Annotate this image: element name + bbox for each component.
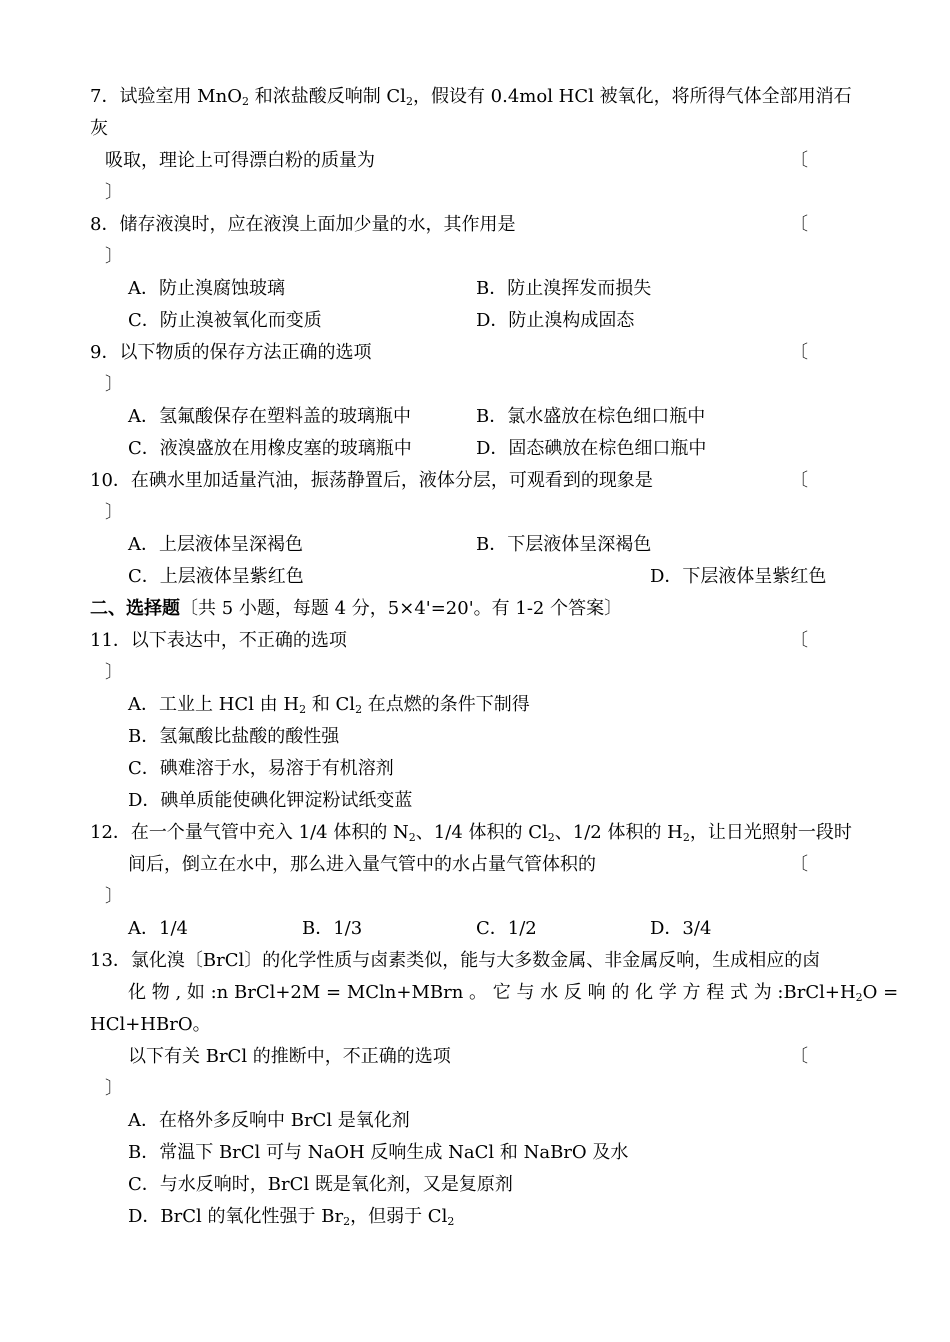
answer-paren-close: 〕 — [105, 662, 123, 683]
q9-stem: 9．以下物质的保存方法正确的选项 — [90, 342, 372, 363]
q13-line4: 以下有关 BrCl 的推断中，不正确的选项 — [128, 1046, 451, 1067]
q9-option-b: B．氯水盛放在棕色细口瓶中 — [476, 406, 706, 427]
q7-text: ，假设有 0.4mol HCl 被氧化，将所得气体全部用消石 — [412, 86, 852, 107]
answer-paren-close: 〕 — [105, 246, 123, 267]
subscript: 2 — [408, 831, 416, 844]
answer-paren-close: 〕 — [105, 886, 123, 907]
answer-paren-open: 〔 — [790, 854, 808, 875]
subscript: 2 — [682, 831, 690, 844]
q7-text: 和浓盐酸反响制 Cl — [248, 86, 406, 107]
subscript: 2 — [405, 95, 413, 108]
q8-option-b: B．防止溴挥发而损失 — [476, 278, 652, 299]
subscript: 2 — [299, 703, 307, 716]
q9-option-d: D．固态碘放在棕色细口瓶中 — [476, 438, 707, 459]
q13-text: O = — [862, 982, 899, 1003]
q8-option-c: C．防止溴被氧化而变质 — [128, 310, 322, 331]
q13-option-a: A．在格外多反响中 BrCl 是氧化剂 — [128, 1110, 410, 1131]
q7-text: 7．试验室用 MnO — [90, 86, 242, 107]
q11-option-d: D．碘单质能使碘化钾淀粉试纸变蓝 — [128, 790, 413, 811]
subscript: 2 — [855, 991, 863, 1004]
q11-option-b: B．氢氟酸比盐酸的酸性强 — [128, 726, 340, 747]
answer-paren-close: 〕 — [105, 502, 123, 523]
q11-option-c: C．碘难溶于水，易溶于有机溶剂 — [128, 758, 394, 779]
q13-line3: HCl+HBrO。 — [90, 1014, 211, 1035]
subscript: 2 — [343, 1215, 351, 1228]
answer-paren-open: 〔 — [790, 150, 808, 171]
q12-option-d: D．3/4 — [650, 918, 712, 939]
q7-line1 — [90, 86, 852, 108]
q12-line1 — [90, 822, 852, 844]
q12-text: ，让日光照射一段时 — [689, 822, 852, 843]
answer-paren-open: 〔 — [790, 342, 808, 363]
q13-option-d — [128, 1206, 454, 1228]
q12-text: 、1/4 体积的 Cl — [415, 822, 548, 843]
subscript: 2 — [447, 1215, 455, 1228]
answer-paren-close: 〕 — [105, 1078, 123, 1099]
q10-option-c: C．上层液体呈紫红色 — [128, 566, 304, 587]
answer-paren-open: 〔 — [790, 470, 808, 491]
answer-paren-close: 〕 — [105, 374, 123, 395]
q11-stem: 11．以下表达中，不正确的选项 — [90, 630, 347, 651]
subscript: 2 — [241, 95, 249, 108]
q10-stem: 10．在碘水里加适量汽油，振荡静置后，液体分层，可观看到的现象是 — [90, 470, 653, 491]
q7-line2: 灰 — [90, 118, 108, 139]
option-text: 和 Cl — [306, 694, 356, 715]
q10-option-a: A．上层液体呈深褐色 — [128, 534, 303, 555]
q11-option-a — [128, 694, 530, 716]
q8-option-a: A．防止溴腐蚀玻璃 — [128, 278, 285, 299]
answer-paren-close: 〕 — [105, 182, 123, 203]
subscript: 2 — [547, 831, 555, 844]
q13-line2 — [128, 982, 898, 1004]
q12-line2: 间后，倒立在水中，那么进入量气管中的水占量气管体积的 — [128, 854, 596, 875]
q12-text: 12．在一个量气管中充入 1/4 体积的 N — [90, 822, 409, 843]
option-text: D．BrCl 的氧化性强于 Br — [128, 1206, 344, 1227]
q13-line1: 13．氯化溴〔BrCl〕的化学性质与卤素类似，能与大多数金属、非金属反响，生成相应的卤 — [90, 950, 821, 971]
answer-paren-open: 〔 — [790, 214, 808, 235]
q10-option-b: B．下层液体呈深褐色 — [476, 534, 652, 555]
q7-line3: 吸取，理论上可得漂白粉的质量为 — [105, 150, 375, 171]
q9-option-a: A．氢氟酸保存在塑料盖的玻璃瓶中 — [128, 406, 411, 427]
section-title: 二、选择题 — [90, 598, 180, 619]
q9-option-c: C．液溴盛放在用橡皮塞的玻璃瓶中 — [128, 438, 412, 459]
q12-option-c: C．1/2 — [476, 918, 537, 939]
section-header — [90, 598, 622, 620]
q8-option-d: D．防止溴构成固态 — [476, 310, 635, 331]
q8-stem: 8．储存液溴时，应在液溴上面加少量的水，其作用是 — [90, 214, 516, 235]
q12-option-b: B．1/3 — [302, 918, 363, 939]
q13-option-b: B．常温下 BrCl 可与 NaOH 反响生成 NaCl 和 NaBrO 及水 — [128, 1142, 629, 1163]
q12-text: 、1/2 体积的 H — [554, 822, 683, 843]
q12-option-a: A．1/4 — [128, 918, 188, 939]
section-note: 〔共 5 小题，每题 4 分，5×4'=20'。有 1-2 个答案〕 — [180, 598, 623, 619]
answer-paren-open: 〔 — [790, 1046, 808, 1067]
subscript: 2 — [355, 703, 363, 716]
option-text: A．工业上 HCl 由 H — [128, 694, 300, 715]
q10-option-d: D．下层液体呈紫红色 — [650, 566, 827, 587]
option-text: 在点燃的条件下制得 — [362, 694, 530, 715]
option-text: ，但弱于 Cl — [350, 1206, 448, 1227]
q13-text: 化 物 , 如 :n BrCl+2M = MCln+MBrn 。 它 与 水 反 响 的 化 学 方 程 式 为 :BrCl+H — [128, 982, 856, 1003]
q13-option-c: C．与水反响时，BrCl 既是氧化剂，又是复原剂 — [128, 1174, 513, 1195]
answer-paren-open: 〔 — [790, 630, 808, 651]
